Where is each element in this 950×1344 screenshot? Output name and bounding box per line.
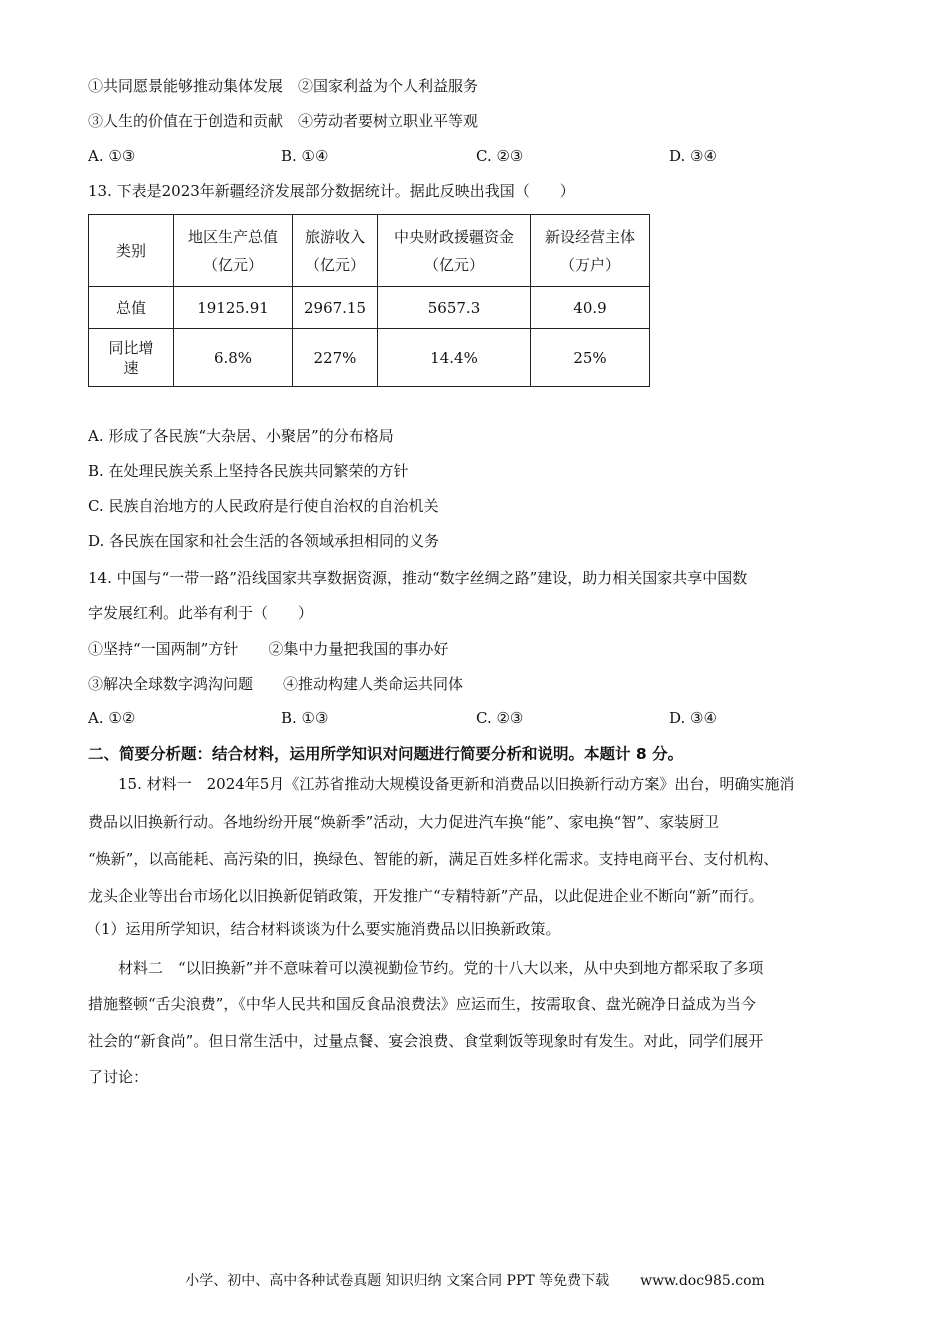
header-tourism-unit: （亿元） — [304, 255, 365, 274]
q13-option-c: C. 民族自治地方的人民政府是行使自治权的自治机关 — [88, 497, 439, 515]
row-total-entities: 40.9 — [531, 287, 650, 329]
q14-choice-a: A. ①② — [88, 709, 136, 727]
q12-options-line-1: ①共同愿景能够推动集体发展 ②国家利益为个人利益服务 — [88, 77, 479, 95]
row-total-tourism: 2967.15 — [293, 287, 378, 329]
header-category: 类别 — [89, 215, 174, 287]
q15-subquestion-1: （1）运用所学知识，结合材料谈谈为什么要实施消费品以旧换新政策。 — [86, 920, 561, 938]
q15-material-2-line-4: 了讨论： — [88, 1068, 149, 1086]
table-header-row — [89, 215, 650, 287]
xinjiang-data-table — [88, 214, 650, 387]
q13-stem: 13. 下表是2023年新疆经济发展部分数据统计。据此反映出我国（ ） — [88, 182, 575, 200]
row-total-aid: 5657.3 — [378, 287, 531, 329]
row-growth-entities: 25% — [531, 329, 650, 387]
q14-choice-c: C. ②③ — [476, 709, 524, 727]
header-tourism — [293, 215, 378, 287]
q14-options-line-1: ①坚持“一国两制”方针 ②集中力量把我国的事办好 — [88, 640, 449, 658]
header-gdp-label: 地区生产总值 — [187, 227, 278, 246]
q14-choice-d: D. ③④ — [669, 709, 717, 727]
header-aid-funds — [378, 215, 531, 287]
q14-stem-line-1: 14. 中国与“一带一路”沿线国家共享数据资源，推动“数字丝绸之路”建设，助力相关国家共享中国数 — [88, 569, 748, 587]
q13-option-d: D. 各民族在国家和社会生活的各领域承担相同的义务 — [88, 532, 440, 550]
q15-material-2-line-2: 措施整顿“舌尖浪费”，《中华人民共和国反食品浪费法》应运而生，按需取食、盘光碗净日益成为当今 — [88, 995, 756, 1013]
row-total-gdp: 19125.91 — [174, 287, 293, 329]
page-footer — [0, 1270, 950, 1290]
row-growth-label-line-1: 同比增 — [108, 338, 154, 357]
q14-options-line-2: ③解决全球数字鸿沟问题 ④推动构建人类命运共同体 — [88, 675, 464, 693]
q12-choice-b: B. ①④ — [281, 147, 329, 165]
header-aid-funds-label: 中央财政援疆资金 — [393, 227, 514, 246]
header-new-entities-unit: （万户） — [559, 255, 620, 274]
row-growth-label-line-2: 速 — [123, 358, 139, 377]
row-total-label: 总值 — [89, 287, 174, 329]
q15-material-2-line-3: 社会的“新食尚”。但日常生活中，过量点餐、宴会浪费、食堂剩饭等现象时有发生。对此，同学们展开 — [88, 1032, 764, 1050]
q14-choice-b: B. ①③ — [281, 709, 329, 727]
header-new-entities — [531, 215, 650, 287]
row-growth-label — [89, 329, 174, 387]
q15-material-2-line-1: 材料二 “以旧换新”并不意味着可以漠视勤俭节约。党的十八大以来，从中央到地方都采取了多项 — [118, 959, 764, 977]
row-growth-tourism: 227% — [293, 329, 378, 387]
q13-option-a: A. 形成了各民族“大杂居、小聚居”的分布格局 — [88, 427, 394, 445]
row-growth-aid: 14.4% — [378, 329, 531, 387]
q12-choice-d: D. ③④ — [669, 147, 717, 165]
table-row-growth — [89, 329, 650, 387]
q15-material-1-line-4: 龙头企业等出台市场化以旧换新促销政策，开发推广“专精特新”产品，以此促进企业不断向“新”而行。 — [88, 887, 764, 905]
table-row-total — [89, 287, 650, 329]
q13-option-b: B. 在处理民族关系上坚持各民族共同繁荣的方针 — [88, 462, 409, 480]
q14-stem-line-2: 字发展红利。此举有利于（ ） — [88, 604, 314, 622]
q12-choice-c: C. ②③ — [476, 147, 524, 165]
header-tourism-label: 旅游收入 — [304, 227, 365, 246]
q15-material-1-line-2: 费品以旧换新行动。各地纷纷开展“焕新季”活动，大力促进汽车换“能”、家电换“智”、家装厨卫 — [88, 813, 720, 831]
q12-options-line-2: ③人生的价值在于创造和贡献 ④劳动者要树立职业平等观 — [88, 112, 479, 130]
header-new-entities-label: 新设经营主体 — [544, 227, 635, 246]
q12-choice-a: A. ①③ — [88, 147, 136, 165]
footer-site-link[interactable]: www.doc985.com — [640, 1273, 765, 1289]
row-growth-gdp: 6.8% — [174, 329, 293, 387]
header-gdp-unit: （亿元） — [202, 255, 263, 274]
header-gdp — [174, 215, 293, 287]
section-2-heading: 二、简要分析题：结合材料，运用所学知识对问题进行简要分析和说明。本题计 8 分。 — [88, 745, 684, 763]
q15-material-1-line-1: 15. 材料一 2024年5月《江苏省推动大规模设备更新和消费品以旧换新行动方案》出台，明确实施消 — [118, 775, 795, 793]
footer-text: 小学、初中、高中各种试卷真题 知识归纳 文案合同 PPT 等免费下载 — [185, 1273, 610, 1289]
q15-material-1-line-3: “焕新”，以高能耗、高污染的旧，换绿色、智能的新，满足百姓多样化需求。支持电商平台、支付机构、 — [88, 850, 779, 868]
header-aid-funds-unit: （亿元） — [423, 255, 484, 274]
